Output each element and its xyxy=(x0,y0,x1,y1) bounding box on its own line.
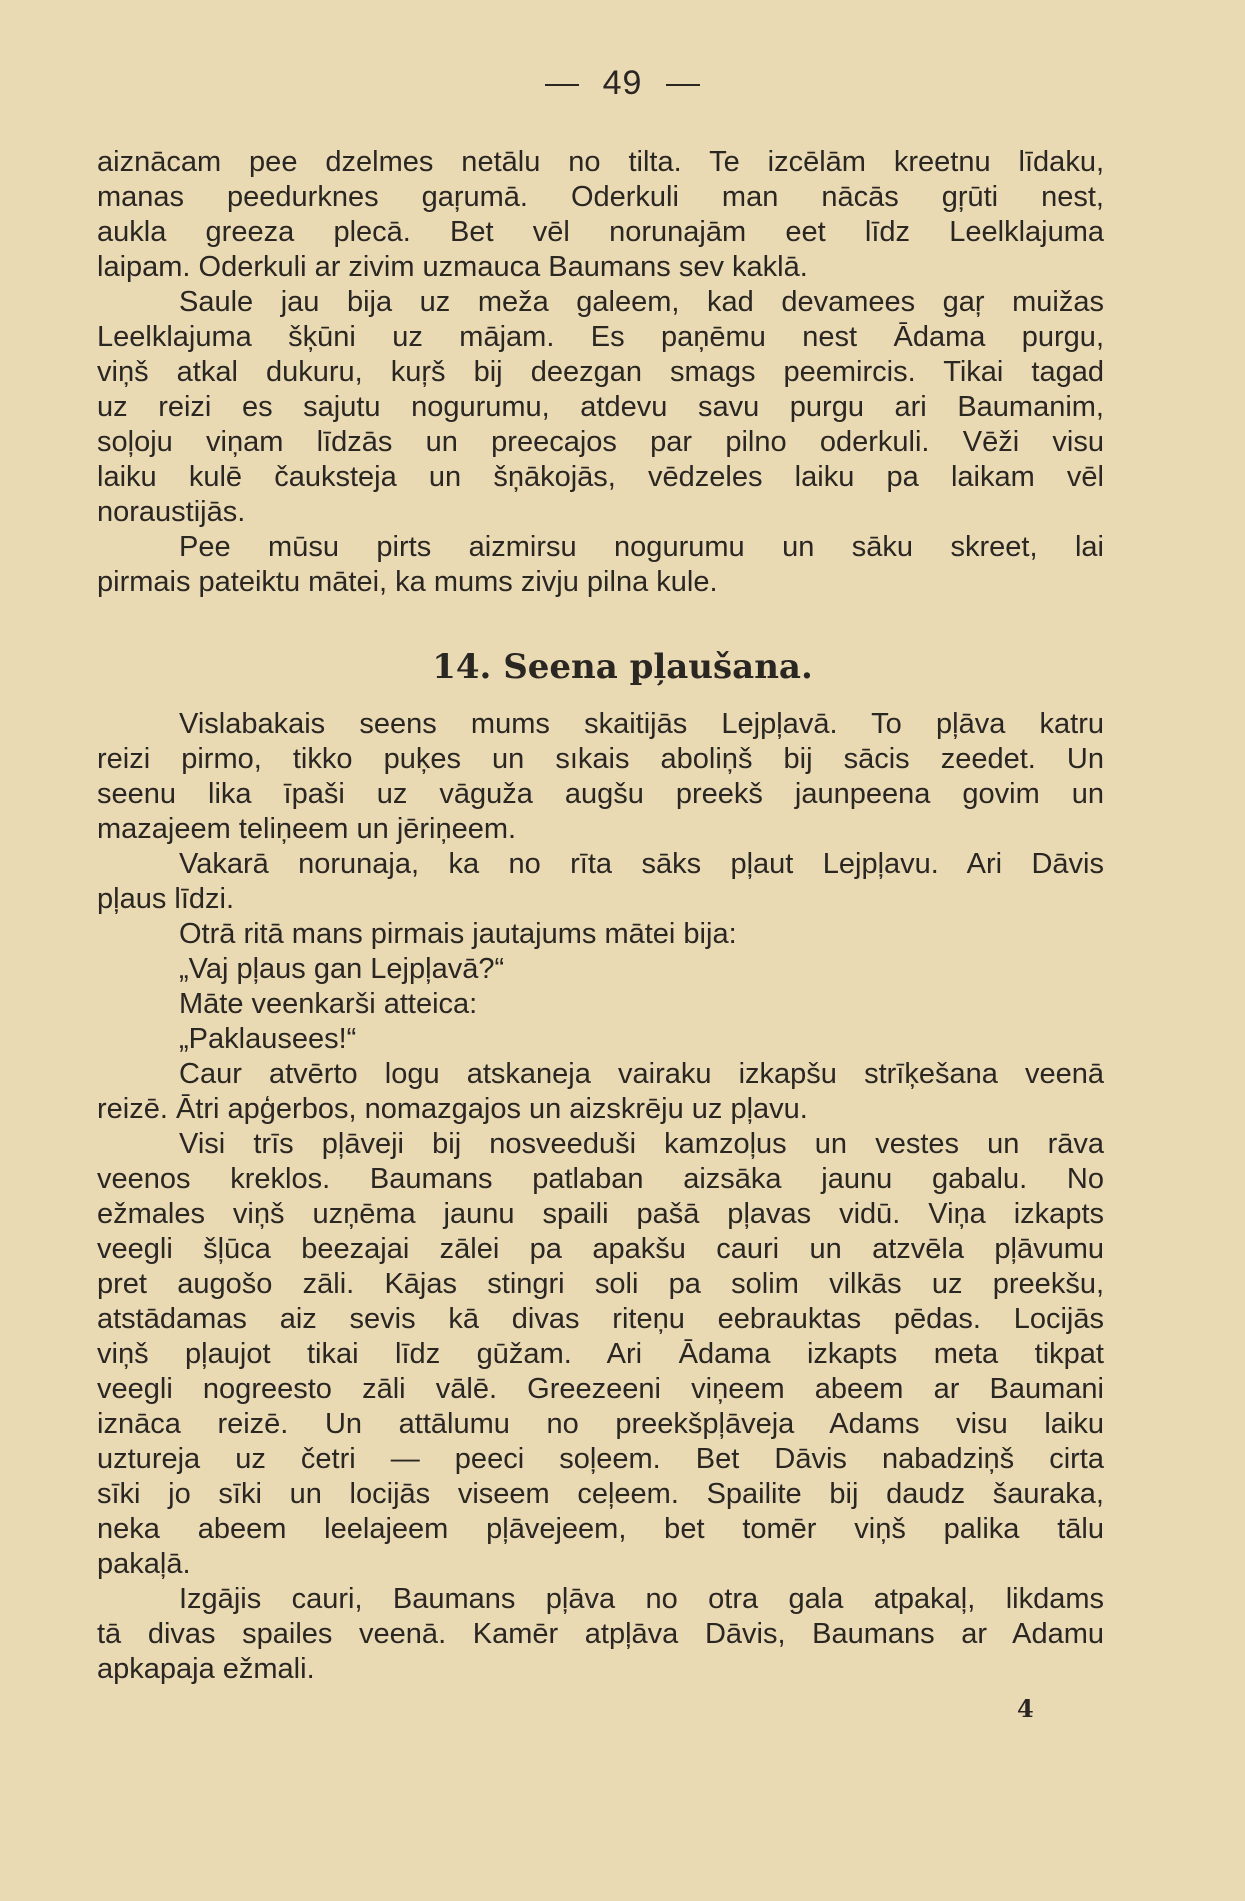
text-line: laipam. Oderkuli ar zivim uzmauca Baumans sev kaklā. xyxy=(97,251,808,283)
text-line: Vakarā norunaja, ka no rīta sāks pļaut Lejpļavu. Ari Dāvis xyxy=(179,848,1104,880)
text-line: ežmales viņš uzņēma jaunu spaili pašā pļavas vidū. Viņa izkapts xyxy=(97,1198,1104,1230)
text-line: reizē. Ātri apģerbos, nomazgajos un aizskrēju uz pļavu. xyxy=(97,1093,808,1125)
text-line: pakaļā. xyxy=(97,1548,191,1580)
text-line: laiku kulē čauksteja un šņākojās, vēdzeles laiku pa laikam vēl xyxy=(97,461,1104,493)
chapter-number: 14. xyxy=(432,647,492,687)
text-line: uz reizi es sajutu nogurumu, atdevu savu purgu ari Baumanim, xyxy=(97,391,1104,423)
text-line: manas peedurknes gaŗumā. Oderkuli man nācās gŗūti nest, xyxy=(97,181,1104,213)
text-line: Izgājis cauri, Baumans pļāva no otra gala atpakaļ, likdams xyxy=(179,1583,1104,1615)
dash-right xyxy=(666,84,700,86)
text-line: soļoju viņam līdzās un preecajos par pilno oderkuli. Vēži visu xyxy=(97,426,1104,458)
text-line: „Paklausees!“ xyxy=(179,1023,357,1055)
text-line: Otrā ritā mans pirmais jautajums mātei bija: xyxy=(179,918,737,950)
text-line: aukla greeza plecā. Bet vēl norunajām eet līdz Leelklajuma xyxy=(97,216,1104,248)
text-line: pret augošo zāli. Kājas stingri soli pa solim vilkās uz preekšu, xyxy=(97,1268,1104,1300)
text-line: apkapaja ežmali. xyxy=(97,1653,315,1685)
text-line: reizi pirmo, tikko puķes un sıkais aboliņš bij sācis zeedet. Un xyxy=(97,743,1104,775)
text-line: uztureja uz četri — peeci soļeem. Bet Dāvis nabadziņš cirta xyxy=(97,1443,1104,1475)
text-line: Vislabakais seens mums skaitijās Lejpļavā. To pļāva katru xyxy=(179,708,1104,740)
text-line: veegli šļūca beezajai zālei pa apakšu cauri un atzvēla pļāvumu xyxy=(97,1233,1104,1265)
page-number: 49 xyxy=(602,64,643,102)
body-text-section-1 xyxy=(97,145,1104,600)
text-line: viņš atkal dukuru, kuŗš bij deezgan smags peemircis. Tikai tagad xyxy=(97,356,1104,388)
body-text-section-2 xyxy=(97,707,1104,1687)
dash-left xyxy=(545,84,579,86)
chapter-heading xyxy=(0,647,1245,687)
text-line: veenos kreklos. Baumans patlaban aizsāka jaunu gabalu. No xyxy=(97,1163,1104,1195)
text-line: Visi trīs pļāveji bij nosveeduši kamzoļus un vestes un rāva xyxy=(179,1128,1104,1160)
text-line: mazajeem teliņeem un jēriņeem. xyxy=(97,813,517,845)
text-line: Caur atvērto logu atskaneja vairaku izkapšu strīķešana veenā xyxy=(179,1058,1104,1090)
text-line: Pee mūsu pirts aizmirsu nogurumu un sāku skreet, lai xyxy=(179,531,1104,563)
text-line: pirmais pateiktu mātei, ka mums zivju pilna kule. xyxy=(97,566,718,598)
page-number-header xyxy=(0,64,1245,103)
text-line: „Vaj pļaus gan Lejpļavā?“ xyxy=(179,953,505,985)
text-line: iznāca reizē. Un attālumu no preekšpļāveja Adams visu laiku xyxy=(97,1408,1104,1440)
text-line: Leelklajuma šķūni uz mājam. Es paņēmu nest Ādama purgu, xyxy=(97,321,1104,353)
text-line: Saule jau bija uz meža galeem, kad devamees gaŗ muižas xyxy=(179,286,1104,318)
text-line: pļaus līdzi. xyxy=(97,883,235,915)
text-line: seenu lika īpaši uz vāguža augšu preekš jaunpeena govim un xyxy=(97,778,1104,810)
signature-mark: 4 xyxy=(1017,1694,1034,1723)
text-line: sīki jo sīki un locijās viseem ceļeem. Spailite bij daudz šauraka, xyxy=(97,1478,1104,1510)
text-line: Māte veenkarši atteica: xyxy=(179,988,478,1020)
text-line: atstādamas aiz sevis kā divas riteņu eebrauktas pēdas. Locijās xyxy=(97,1303,1104,1335)
text-line: tā divas spailes veenā. Kamēr atpļāva Dāvis, Baumans ar Adamu xyxy=(97,1618,1104,1650)
text-line: noraustijās. xyxy=(97,496,246,528)
text-line: veegli nogreesto zāli vālē. Greezeeni viņeem abeem ar Baumani xyxy=(97,1373,1104,1405)
text-line: neka abeem leelajeem pļāvejeem, bet tomēr viņš palika tālu xyxy=(97,1513,1104,1545)
chapter-title: Seena pļaušana. xyxy=(503,647,813,687)
text-line: aiznācam pee dzelmes netālu no tilta. Te izcēlām kreetnu līdaku, xyxy=(97,146,1104,178)
text-line: viņš pļaujot tikai līdz gūžam. Ari Ādama izkapts meta tikpat xyxy=(97,1338,1104,1370)
